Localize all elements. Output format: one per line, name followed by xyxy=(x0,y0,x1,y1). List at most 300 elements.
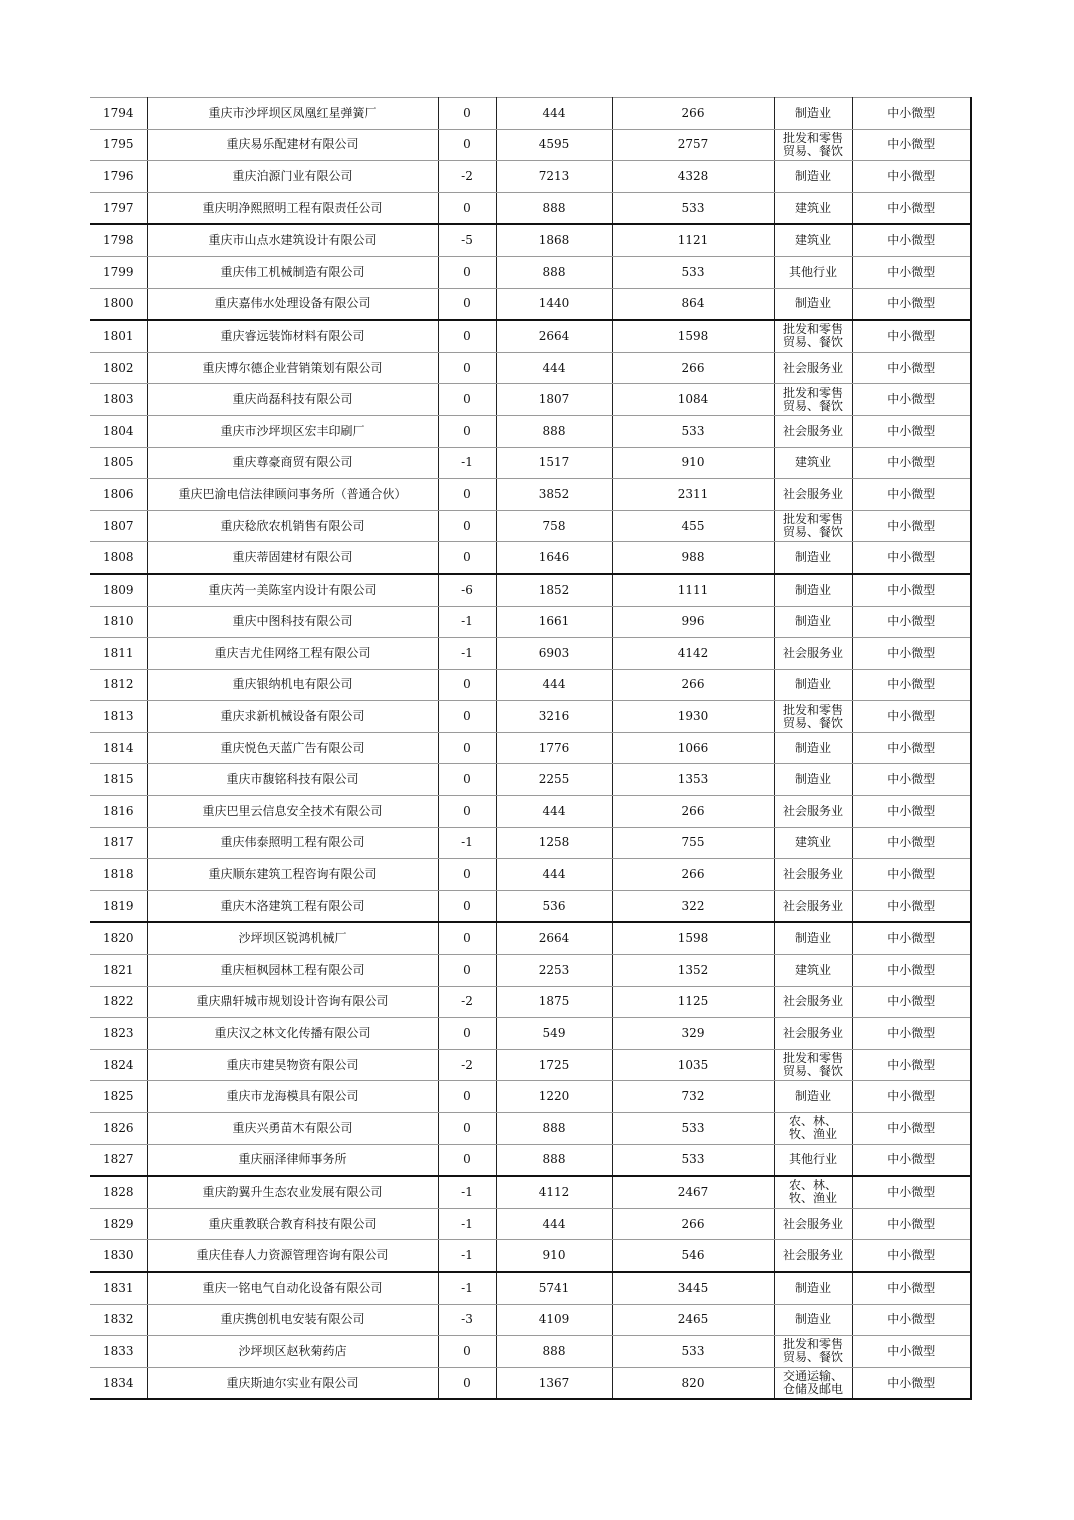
cell-change-value: 0 xyxy=(438,764,496,796)
table-row xyxy=(90,352,971,384)
cell-enterprise-type: 中小微型 xyxy=(852,606,971,638)
cell-amount-b: 4328 xyxy=(612,161,774,193)
cell-enterprise-type: 中小微型 xyxy=(852,320,971,352)
industry-text: 批发和零售贸易、餐饮 xyxy=(782,131,843,158)
table-row xyxy=(90,1049,971,1081)
cell-amount-b: 1084 xyxy=(612,384,774,416)
cell-company-name: 重庆博尔德企业营销策划有限公司 xyxy=(147,352,438,384)
cell-change-value: 0 xyxy=(438,955,496,987)
table-row xyxy=(90,859,971,891)
cell-enterprise-type: 中小微型 xyxy=(852,479,971,511)
cell-enterprise-type: 中小微型 xyxy=(852,796,971,828)
cell-industry xyxy=(774,764,852,796)
cell-amount-a: 1440 xyxy=(496,288,612,320)
cell-enterprise-type: 中小微型 xyxy=(852,1176,971,1208)
cell-amount-b: 266 xyxy=(612,669,774,701)
table-row xyxy=(90,1304,971,1336)
table-row xyxy=(90,1336,971,1368)
cell-company-name: 重庆市馥铭科技有限公司 xyxy=(147,764,438,796)
cell-amount-a: 888 xyxy=(496,1113,612,1145)
cell-industry xyxy=(774,320,852,352)
cell-company-name: 重庆睿远装饰材料有限公司 xyxy=(147,320,438,352)
cell-enterprise-type: 中小微型 xyxy=(852,447,971,479)
cell-industry xyxy=(774,510,852,542)
cell-change-value: -1 xyxy=(438,1176,496,1208)
industry-text: 制造业 xyxy=(794,297,831,311)
industry-text: 制造业 xyxy=(794,169,831,183)
cell-row-number: 1813 xyxy=(90,701,147,733)
cell-row-number: 1802 xyxy=(90,352,147,384)
cell-industry xyxy=(774,890,852,922)
cell-amount-a: 444 xyxy=(496,1208,612,1240)
cell-amount-a: 1646 xyxy=(496,542,612,574)
cell-change-value: -2 xyxy=(438,986,496,1018)
cell-amount-a: 888 xyxy=(496,256,612,288)
cell-amount-a: 536 xyxy=(496,890,612,922)
cell-enterprise-type: 中小微型 xyxy=(852,542,971,574)
industry-text: 农、林、牧、渔业 xyxy=(788,1179,837,1206)
cell-enterprise-type: 中小微型 xyxy=(852,288,971,320)
cell-change-value: 0 xyxy=(438,859,496,891)
table-row xyxy=(90,827,971,859)
cell-enterprise-type: 中小微型 xyxy=(852,1049,971,1081)
cell-change-value: 0 xyxy=(438,288,496,320)
industry-text: 社会服务业 xyxy=(782,995,843,1009)
table-row xyxy=(90,288,971,320)
cell-row-number: 1796 xyxy=(90,161,147,193)
cell-row-number: 1804 xyxy=(90,415,147,447)
cell-enterprise-type: 中小微型 xyxy=(852,955,971,987)
industry-text: 批发和零售贸易、餐饮 xyxy=(782,1052,843,1079)
cell-amount-a: 1852 xyxy=(496,574,612,606)
cell-enterprise-type: 中小微型 xyxy=(852,859,971,891)
table-row xyxy=(90,98,971,130)
table-row xyxy=(90,574,971,606)
cell-industry xyxy=(774,1208,852,1240)
cell-company-name: 重庆顺东建筑工程咨询有限公司 xyxy=(147,859,438,891)
industry-text: 制造业 xyxy=(794,1281,831,1295)
industry-text: 建筑业 xyxy=(794,836,831,850)
cell-change-value: 0 xyxy=(438,352,496,384)
cell-amount-b: 755 xyxy=(612,827,774,859)
cell-amount-b: 996 xyxy=(612,606,774,638)
cell-enterprise-type: 中小微型 xyxy=(852,1081,971,1113)
cell-enterprise-type: 中小微型 xyxy=(852,1018,971,1050)
cell-row-number: 1819 xyxy=(90,890,147,922)
industry-text: 建筑业 xyxy=(794,456,831,470)
cell-amount-a: 7213 xyxy=(496,161,612,193)
industry-text: 批发和零售贸易、餐饮 xyxy=(782,513,843,540)
cell-industry xyxy=(774,1367,852,1399)
cell-change-value: -5 xyxy=(438,224,496,256)
cell-company-name: 重庆明净熙照明工程有限责任公司 xyxy=(147,192,438,224)
cell-industry xyxy=(774,827,852,859)
cell-change-value: 0 xyxy=(438,890,496,922)
cell-amount-b: 266 xyxy=(612,98,774,130)
cell-industry xyxy=(774,796,852,828)
table-row xyxy=(90,764,971,796)
cell-company-name: 重庆汉之林文化传播有限公司 xyxy=(147,1018,438,1050)
cell-enterprise-type: 中小微型 xyxy=(852,764,971,796)
cell-enterprise-type: 中小微型 xyxy=(852,510,971,542)
cell-change-value: -3 xyxy=(438,1304,496,1336)
cell-amount-a: 888 xyxy=(496,1144,612,1176)
cell-amount-b: 533 xyxy=(612,1336,774,1368)
table-row xyxy=(90,1272,971,1304)
cell-row-number: 1807 xyxy=(90,510,147,542)
cell-industry xyxy=(774,447,852,479)
table-row xyxy=(90,256,971,288)
cell-row-number: 1798 xyxy=(90,224,147,256)
cell-industry xyxy=(774,1081,852,1113)
cell-enterprise-type: 中小微型 xyxy=(852,827,971,859)
cell-company-name: 重庆兴勇苗木有限公司 xyxy=(147,1113,438,1145)
cell-company-name: 沙坪坝区锐鸿机械厂 xyxy=(147,922,438,954)
cell-amount-a: 2253 xyxy=(496,955,612,987)
industry-text: 社会服务业 xyxy=(782,1217,843,1231)
cell-row-number: 1809 xyxy=(90,574,147,606)
cell-enterprise-type: 中小微型 xyxy=(852,1113,971,1145)
cell-amount-b: 1035 xyxy=(612,1049,774,1081)
cell-amount-a: 4109 xyxy=(496,1304,612,1336)
industry-text: 社会服务业 xyxy=(782,361,843,375)
cell-company-name: 重庆市建昊物资有限公司 xyxy=(147,1049,438,1081)
industry-text: 批发和零售贸易、餐饮 xyxy=(782,386,843,413)
cell-company-name: 重庆尚磊科技有限公司 xyxy=(147,384,438,416)
table-row xyxy=(90,1081,971,1113)
cell-change-value: 0 xyxy=(438,129,496,161)
cell-amount-b: 1121 xyxy=(612,224,774,256)
cell-amount-b: 1352 xyxy=(612,955,774,987)
cell-amount-b: 533 xyxy=(612,1113,774,1145)
cell-industry xyxy=(774,955,852,987)
cell-amount-a: 444 xyxy=(496,352,612,384)
cell-industry xyxy=(774,574,852,606)
cell-company-name: 重庆桓枫园林工程有限公司 xyxy=(147,955,438,987)
cell-change-value: 0 xyxy=(438,1336,496,1368)
table-row xyxy=(90,479,971,511)
cell-industry xyxy=(774,1176,852,1208)
cell-industry xyxy=(774,1272,852,1304)
cell-company-name: 重庆市沙坪坝区宏丰印刷厂 xyxy=(147,415,438,447)
industry-text: 建筑业 xyxy=(794,963,831,977)
cell-enterprise-type: 中小微型 xyxy=(852,1367,971,1399)
industry-text: 社会服务业 xyxy=(782,646,843,660)
cell-amount-b: 864 xyxy=(612,288,774,320)
cell-amount-a: 4112 xyxy=(496,1176,612,1208)
cell-amount-a: 6903 xyxy=(496,638,612,670)
cell-amount-a: 2664 xyxy=(496,320,612,352)
cell-enterprise-type: 中小微型 xyxy=(852,1144,971,1176)
cell-company-name: 重庆伟工机械制造有限公司 xyxy=(147,256,438,288)
cell-amount-b: 2311 xyxy=(612,479,774,511)
table-row xyxy=(90,542,971,574)
cell-amount-a: 1661 xyxy=(496,606,612,638)
cell-company-name: 重庆鼎轩城市规划设计咨询有限公司 xyxy=(147,986,438,1018)
cell-amount-a: 444 xyxy=(496,98,612,130)
cell-enterprise-type: 中小微型 xyxy=(852,638,971,670)
industry-text: 批发和零售贸易、餐饮 xyxy=(782,703,843,730)
cell-company-name: 重庆丽泽律师事务所 xyxy=(147,1144,438,1176)
cell-amount-a: 1517 xyxy=(496,447,612,479)
cell-enterprise-type: 中小微型 xyxy=(852,1336,971,1368)
cell-company-name: 重庆悦色天蓝广告有限公司 xyxy=(147,732,438,764)
industry-text: 制造业 xyxy=(794,106,831,120)
cell-enterprise-type: 中小微型 xyxy=(852,922,971,954)
cell-amount-a: 1220 xyxy=(496,1081,612,1113)
cell-company-name: 重庆斯迪尔实业有限公司 xyxy=(147,1367,438,1399)
cell-amount-a: 4595 xyxy=(496,129,612,161)
cell-amount-a: 549 xyxy=(496,1018,612,1050)
industry-text: 制造业 xyxy=(794,583,831,597)
cell-industry xyxy=(774,192,852,224)
cell-company-name: 重庆易乐配建材有限公司 xyxy=(147,129,438,161)
cell-change-value: 0 xyxy=(438,669,496,701)
cell-industry xyxy=(774,986,852,1018)
table-body xyxy=(90,98,971,1400)
cell-amount-b: 533 xyxy=(612,256,774,288)
cell-industry xyxy=(774,859,852,891)
table-row xyxy=(90,129,971,161)
cell-row-number: 1805 xyxy=(90,447,147,479)
industry-text: 其他行业 xyxy=(788,1153,837,1167)
table-row xyxy=(90,1176,971,1208)
table-row xyxy=(90,320,971,352)
cell-amount-b: 820 xyxy=(612,1367,774,1399)
cell-row-number: 1830 xyxy=(90,1240,147,1272)
table-row xyxy=(90,669,971,701)
cell-enterprise-type: 中小微型 xyxy=(852,98,971,130)
cell-industry xyxy=(774,256,852,288)
industry-text: 农、林、牧、渔业 xyxy=(788,1115,837,1142)
cell-row-number: 1827 xyxy=(90,1144,147,1176)
cell-change-value: -1 xyxy=(438,447,496,479)
cell-industry xyxy=(774,732,852,764)
cell-amount-b: 1598 xyxy=(612,320,774,352)
table-row xyxy=(90,1144,971,1176)
cell-change-value: -1 xyxy=(438,1208,496,1240)
cell-enterprise-type: 中小微型 xyxy=(852,352,971,384)
cell-industry xyxy=(774,1304,852,1336)
industry-text: 社会服务业 xyxy=(782,1027,843,1041)
cell-industry xyxy=(774,224,852,256)
cell-industry xyxy=(774,1144,852,1176)
industry-text: 社会服务业 xyxy=(782,804,843,818)
cell-enterprise-type: 中小微型 xyxy=(852,129,971,161)
table-row xyxy=(90,447,971,479)
cell-row-number: 1800 xyxy=(90,288,147,320)
industry-text: 制造业 xyxy=(794,773,831,787)
industry-text: 制造业 xyxy=(794,741,831,755)
table-row xyxy=(90,1367,971,1399)
cell-row-number: 1821 xyxy=(90,955,147,987)
cell-row-number: 1810 xyxy=(90,606,147,638)
cell-amount-b: 266 xyxy=(612,1208,774,1240)
cell-enterprise-type: 中小微型 xyxy=(852,701,971,733)
cell-change-value: 0 xyxy=(438,98,496,130)
cell-change-value: 0 xyxy=(438,1367,496,1399)
cell-industry xyxy=(774,1049,852,1081)
table-row xyxy=(90,384,971,416)
cell-change-value: -1 xyxy=(438,638,496,670)
cell-amount-b: 2465 xyxy=(612,1304,774,1336)
cell-amount-a: 888 xyxy=(496,192,612,224)
cell-row-number: 1812 xyxy=(90,669,147,701)
table-row xyxy=(90,701,971,733)
cell-industry xyxy=(774,701,852,733)
cell-row-number: 1826 xyxy=(90,1113,147,1145)
cell-amount-a: 1875 xyxy=(496,986,612,1018)
cell-industry xyxy=(774,1113,852,1145)
industry-text: 其他行业 xyxy=(788,265,837,279)
cell-row-number: 1829 xyxy=(90,1208,147,1240)
cell-amount-a: 758 xyxy=(496,510,612,542)
table-row xyxy=(90,922,971,954)
table-row xyxy=(90,986,971,1018)
cell-amount-a: 2255 xyxy=(496,764,612,796)
cell-amount-a: 444 xyxy=(496,859,612,891)
cell-industry xyxy=(774,415,852,447)
cell-industry xyxy=(774,1018,852,1050)
cell-row-number: 1795 xyxy=(90,129,147,161)
cell-change-value: 0 xyxy=(438,1081,496,1113)
cell-industry xyxy=(774,1240,852,1272)
cell-row-number: 1811 xyxy=(90,638,147,670)
cell-company-name: 重庆蒂固建材有限公司 xyxy=(147,542,438,574)
cell-row-number: 1818 xyxy=(90,859,147,891)
table-row xyxy=(90,1113,971,1145)
cell-amount-a: 888 xyxy=(496,415,612,447)
cell-row-number: 1832 xyxy=(90,1304,147,1336)
cell-change-value: 0 xyxy=(438,415,496,447)
table-row xyxy=(90,1208,971,1240)
cell-industry xyxy=(774,669,852,701)
cell-row-number: 1824 xyxy=(90,1049,147,1081)
cell-enterprise-type: 中小微型 xyxy=(852,1240,971,1272)
industry-text: 制造业 xyxy=(794,615,831,629)
cell-amount-b: 266 xyxy=(612,796,774,828)
cell-amount-a: 444 xyxy=(496,669,612,701)
cell-amount-b: 732 xyxy=(612,1081,774,1113)
cell-amount-b: 1125 xyxy=(612,986,774,1018)
cell-change-value: 0 xyxy=(438,732,496,764)
industry-text: 制造业 xyxy=(794,551,831,565)
cell-change-value: -1 xyxy=(438,606,496,638)
table-row xyxy=(90,890,971,922)
table-row xyxy=(90,224,971,256)
cell-row-number: 1831 xyxy=(90,1272,147,1304)
table-row xyxy=(90,192,971,224)
cell-company-name: 重庆芮一美陈室内设计有限公司 xyxy=(147,574,438,606)
cell-amount-b: 329 xyxy=(612,1018,774,1050)
cell-enterprise-type: 中小微型 xyxy=(852,384,971,416)
industry-text: 建筑业 xyxy=(794,201,831,215)
cell-row-number: 1808 xyxy=(90,542,147,574)
industry-text: 制造业 xyxy=(794,1090,831,1104)
cell-enterprise-type: 中小微型 xyxy=(852,890,971,922)
cell-amount-b: 1066 xyxy=(612,732,774,764)
cell-row-number: 1828 xyxy=(90,1176,147,1208)
cell-industry xyxy=(774,922,852,954)
cell-industry xyxy=(774,129,852,161)
cell-row-number: 1834 xyxy=(90,1367,147,1399)
cell-company-name: 重庆木洛建筑工程有限公司 xyxy=(147,890,438,922)
cell-company-name: 重庆嘉伟水处理设备有限公司 xyxy=(147,288,438,320)
cell-amount-a: 1807 xyxy=(496,384,612,416)
cell-amount-a: 1868 xyxy=(496,224,612,256)
cell-amount-b: 455 xyxy=(612,510,774,542)
cell-change-value: -2 xyxy=(438,161,496,193)
cell-amount-b: 1353 xyxy=(612,764,774,796)
cell-company-name: 重庆重教联合教育科技有限公司 xyxy=(147,1208,438,1240)
industry-text: 制造业 xyxy=(794,932,831,946)
cell-company-name: 重庆市沙坪坝区凤凰红星弹簧厂 xyxy=(147,98,438,130)
cell-enterprise-type: 中小微型 xyxy=(852,224,971,256)
cell-company-name: 重庆一铭电气自动化设备有限公司 xyxy=(147,1272,438,1304)
industry-text: 建筑业 xyxy=(794,234,831,248)
cell-company-name: 重庆伟泰照明工程有限公司 xyxy=(147,827,438,859)
cell-amount-b: 533 xyxy=(612,192,774,224)
cell-amount-b: 1930 xyxy=(612,701,774,733)
cell-company-name: 重庆携创机电安装有限公司 xyxy=(147,1304,438,1336)
cell-industry xyxy=(774,606,852,638)
cell-company-name: 沙坪坝区赵秋菊药店 xyxy=(147,1336,438,1368)
cell-industry xyxy=(774,638,852,670)
cell-row-number: 1816 xyxy=(90,796,147,828)
cell-change-value: 0 xyxy=(438,320,496,352)
cell-amount-a: 888 xyxy=(496,1336,612,1368)
cell-amount-b: 546 xyxy=(612,1240,774,1272)
industry-text: 社会服务业 xyxy=(782,899,843,913)
cell-enterprise-type: 中小微型 xyxy=(852,732,971,764)
cell-industry xyxy=(774,1336,852,1368)
industry-text: 社会服务业 xyxy=(782,424,843,438)
table-row xyxy=(90,638,971,670)
table-row xyxy=(90,415,971,447)
cell-row-number: 1822 xyxy=(90,986,147,1018)
cell-enterprise-type: 中小微型 xyxy=(852,192,971,224)
cell-change-value: -2 xyxy=(438,1049,496,1081)
cell-change-value: 0 xyxy=(438,796,496,828)
cell-row-number: 1801 xyxy=(90,320,147,352)
cell-amount-a: 5741 xyxy=(496,1272,612,1304)
cell-enterprise-type: 中小微型 xyxy=(852,1272,971,1304)
cell-row-number: 1794 xyxy=(90,98,147,130)
cell-company-name: 重庆求新机械设备有限公司 xyxy=(147,701,438,733)
cell-industry xyxy=(774,288,852,320)
cell-company-name: 重庆市山点水建筑设计有限公司 xyxy=(147,224,438,256)
cell-company-name: 重庆稔欣农机销售有限公司 xyxy=(147,510,438,542)
cell-amount-b: 533 xyxy=(612,415,774,447)
cell-company-name: 重庆韵翼升生态农业发展有限公司 xyxy=(147,1176,438,1208)
cell-amount-a: 3852 xyxy=(496,479,612,511)
cell-amount-b: 4142 xyxy=(612,638,774,670)
cell-change-value: 0 xyxy=(438,1113,496,1145)
cell-row-number: 1820 xyxy=(90,922,147,954)
table-row xyxy=(90,606,971,638)
cell-amount-a: 1725 xyxy=(496,1049,612,1081)
cell-change-value: -1 xyxy=(438,1272,496,1304)
cell-change-value: 0 xyxy=(438,701,496,733)
cell-amount-a: 910 xyxy=(496,1240,612,1272)
cell-change-value: 0 xyxy=(438,922,496,954)
cell-amount-b: 266 xyxy=(612,352,774,384)
cell-industry xyxy=(774,352,852,384)
cell-amount-b: 2757 xyxy=(612,129,774,161)
cell-change-value: -1 xyxy=(438,1240,496,1272)
cell-industry xyxy=(774,98,852,130)
cell-row-number: 1815 xyxy=(90,764,147,796)
